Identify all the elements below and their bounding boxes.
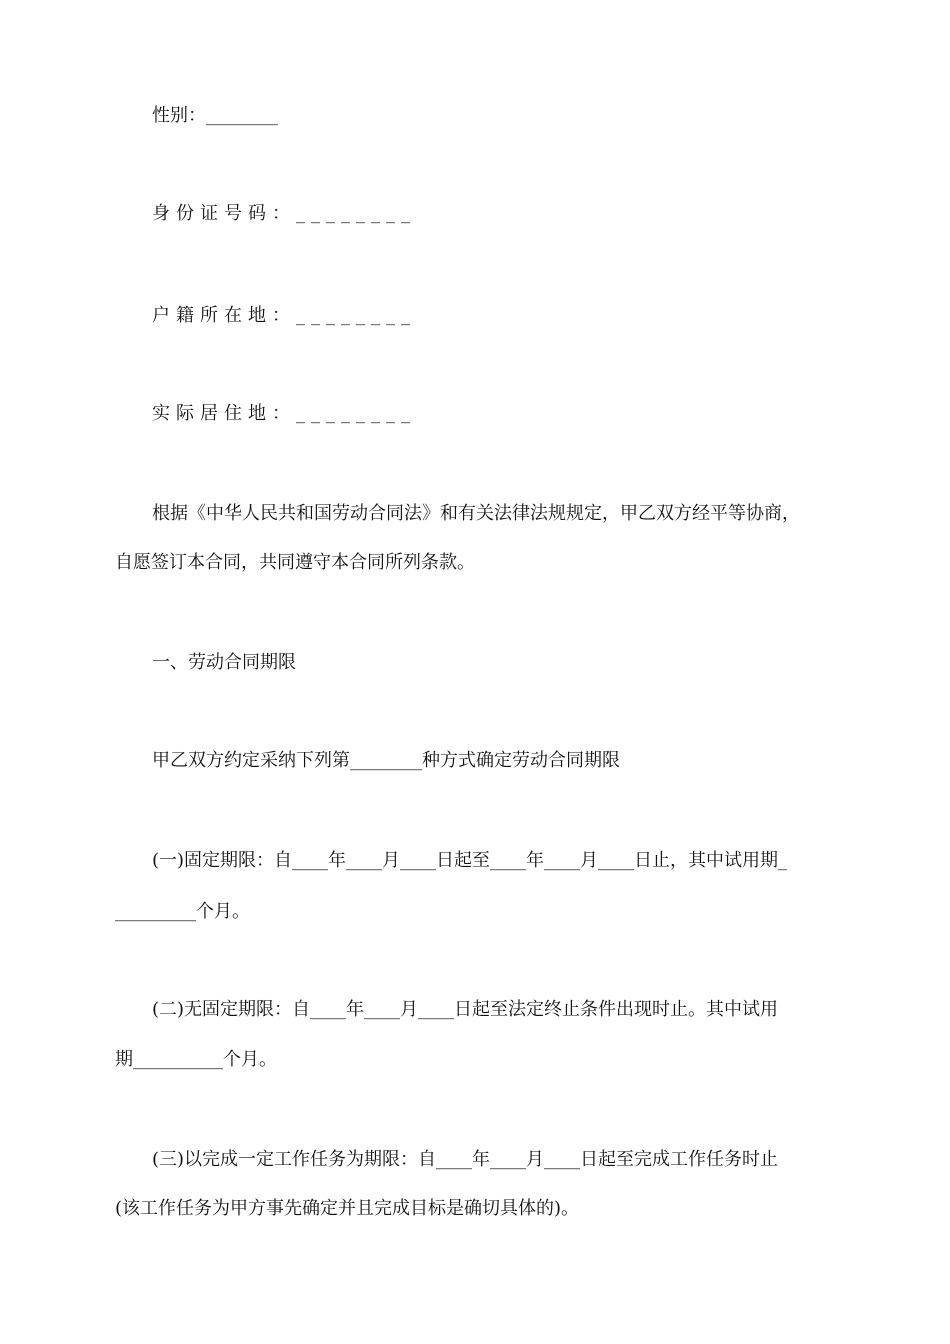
fixed-term-line-2: _________个月。: [115, 901, 250, 922]
contract-method-line: 甲乙双方约定采纳下列第________种方式确定劳动合同期限: [152, 750, 620, 771]
household-registration-field: 户籍所在地：________: [152, 305, 416, 326]
fixed-term-line-1: (一)固定期限：自____年____月____日起至____年____月____日止，其中试用期_: [152, 850, 788, 871]
open-term-line-2: 期__________个月。: [115, 1049, 277, 1070]
task-term-line-1: (三)以完成一定工作任务为期限：自____年____月____日起至完成工作任务时止: [152, 1149, 779, 1170]
intro-paragraph-line-1: 根据《中华人民共和国劳动合同法》和有关法律法规规定，甲乙双方经平等协商，: [152, 503, 800, 524]
id-number-field: 身份证号码：________: [152, 203, 416, 224]
task-term-line-2: (该工作任务为甲方事先确定并且完成目标是确切具体的)。: [115, 1198, 580, 1219]
intro-paragraph-line-2: 自愿签订本合同，共同遵守本合同所列条款。: [115, 552, 475, 573]
open-term-line-1: (二)无固定期限：自____年____月____日起至法定终止条件出现时止。其中试用: [152, 999, 779, 1020]
residence-field: 实际居住地：________: [152, 403, 416, 424]
section-heading: 一、劳动合同期限: [152, 652, 296, 673]
gender-field: 性别：________: [152, 105, 278, 126]
